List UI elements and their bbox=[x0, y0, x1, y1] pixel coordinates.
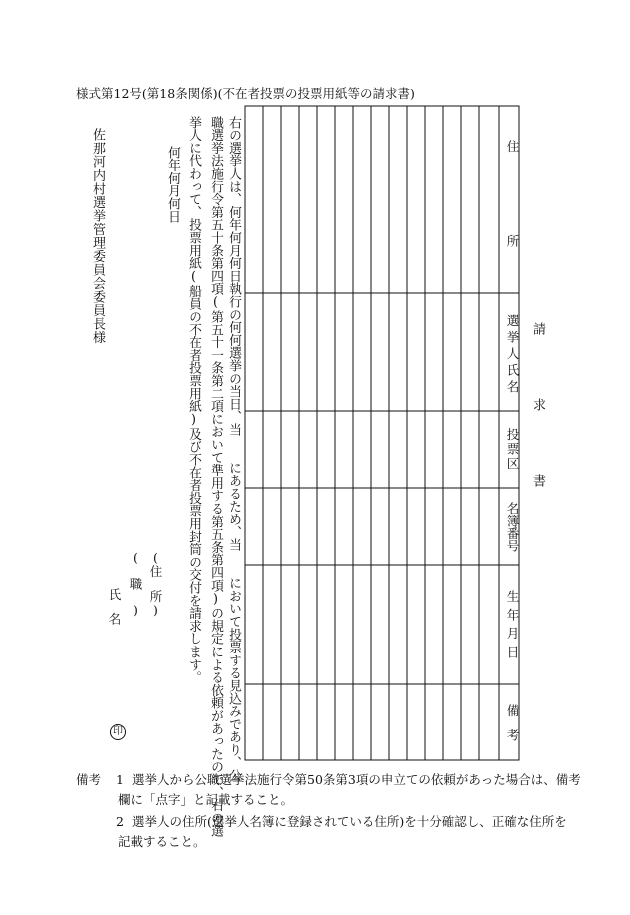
table-outer-border bbox=[245, 106, 519, 760]
header-address: 住所 bbox=[505, 140, 520, 329]
signer-address-label: (住 所) bbox=[148, 550, 163, 618]
note-2-line-2: 記載すること。 bbox=[118, 834, 206, 849]
header-voting-district: 投票区 bbox=[505, 428, 520, 472]
notes-label: 備考 bbox=[76, 772, 102, 787]
note-2-line-1: 選挙人の住所(選挙人名簿に登録されている住所)を十分確認し、正確な住所を bbox=[132, 814, 567, 829]
document-side-title: 請求書 bbox=[530, 322, 545, 550]
request-body-line-3: 挙人に代わって、投票用紙(船員の不在者投票用紙)及び不在者投票用封筒の交付を請求します。 bbox=[186, 116, 201, 684]
header-birth-date: 生年月日 bbox=[505, 590, 520, 664]
header-remarks: 備考 bbox=[505, 704, 520, 753]
request-body-line-1: 右の選挙人は、何年何月何日執行の何何選挙の当日、当 にあるため、当 において投票する見込みであり、公 bbox=[226, 116, 241, 782]
header-register-number: 名簿番号 bbox=[505, 502, 520, 552]
seal-mark: 印 bbox=[110, 724, 126, 740]
request-date: 何年何月何日 bbox=[165, 146, 180, 223]
note-2-number: 2 bbox=[116, 814, 124, 829]
signer-name-label: 氏名 bbox=[107, 588, 122, 637]
header-voter-name: 選挙人氏名 bbox=[505, 314, 520, 397]
signer-job-label: ( 職 ) bbox=[128, 550, 143, 618]
addressee: 佐那河内村選挙管理委員会委員長様 bbox=[90, 128, 105, 344]
request-body-line-2: 職選挙法施行令第五十条第四項(第五十一条第二項において準用する第五条第四項)の規定による依頼があったので、右の選 bbox=[208, 116, 223, 838]
note-1-line-2: 欄に「点字」と記載すること。 bbox=[118, 792, 294, 807]
form-title: 様式第12号(第18条関係)(不在者投票の投票用紙等の請求書) bbox=[76, 86, 415, 101]
note-1-line-1: 選挙人から公職選挙法施行令第50条第3項の申立ての依頼があった場合は、備考 bbox=[132, 772, 581, 787]
note-1-number: 1 bbox=[116, 772, 124, 787]
